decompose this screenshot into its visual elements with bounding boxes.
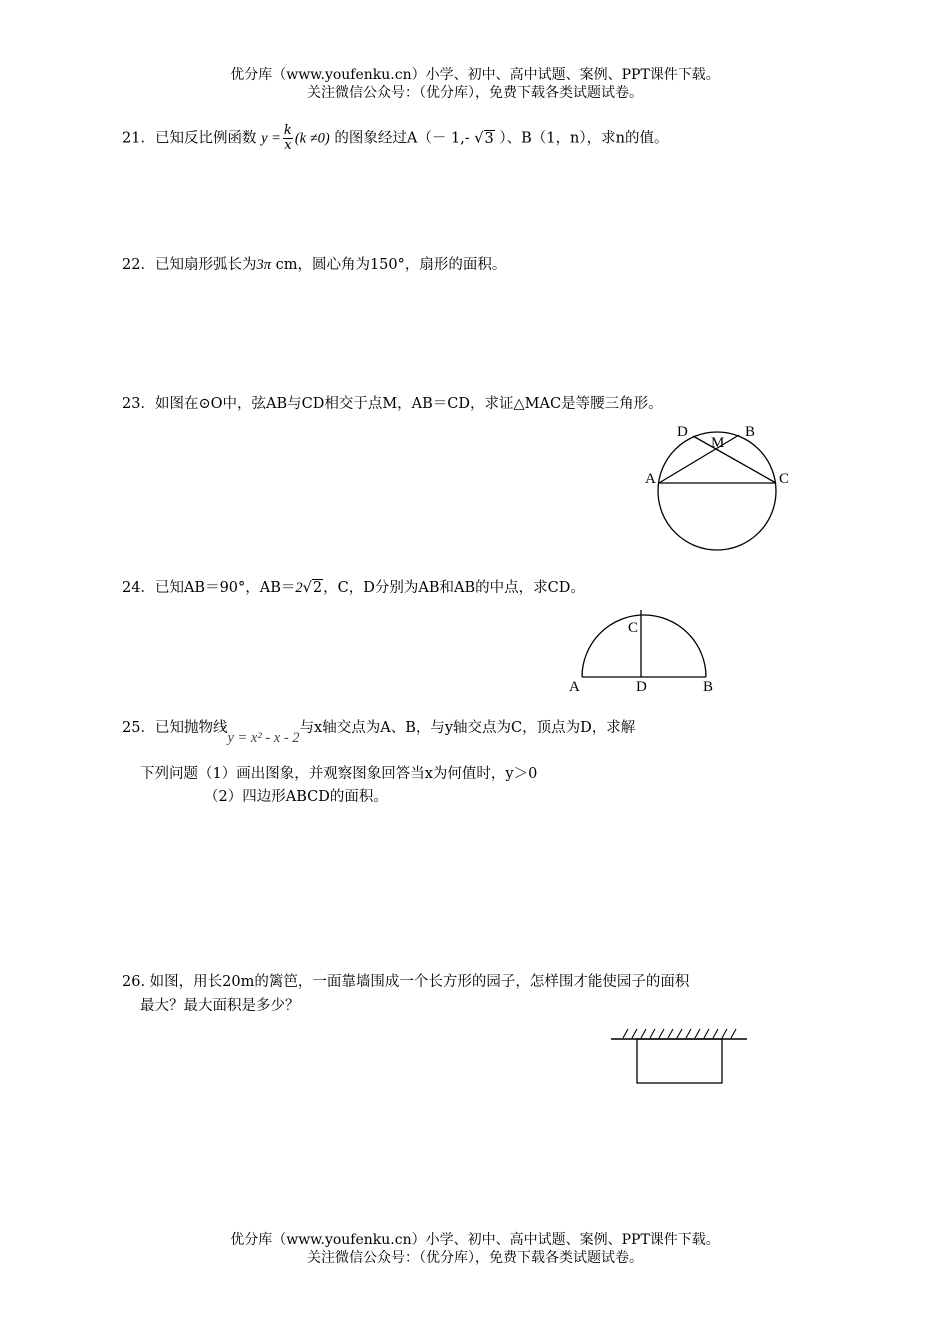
- question-25-line-3: （2）四边形ABCD的面积。: [204, 789, 388, 805]
- q24-coefficient: 2: [295, 580, 303, 596]
- question-23: 23．如图在⊙O中，弦AB与CD相交于点M，AB＝CD，求证△MAC是等腰三角形。: [122, 396, 663, 412]
- q23-chord-cd: [693, 436, 776, 483]
- q21-denominator: x: [284, 138, 292, 153]
- q25-formula: y = x² - x - 2: [227, 730, 300, 746]
- q24-suffix: ，C，D分别为AB和AB的中点，求CD。: [323, 580, 585, 596]
- q21-suffix: ）、B（1，n），求n的值。: [499, 130, 669, 147]
- footer-line-1: 优分库（www.youfenku.cn）小学、初中、高中试题、案例、PPT课件下载。: [230, 1232, 720, 1248]
- q26-wall-figure: [605, 1020, 755, 1090]
- question-25-line-1: [122, 718, 636, 746]
- q22-prefix: 22．已知扇形弧长为: [122, 257, 257, 273]
- q22-suffix: cm，圆心角为150°，扇形的面积。: [275, 257, 507, 273]
- q21-mid: 的图象经过A（－ 1,-: [334, 130, 470, 147]
- q26-garden-rectangle: [637, 1039, 722, 1083]
- q21-fraction: [283, 124, 293, 153]
- question-26-line-1: 26. 如图，用长20m的篱笆，一面靠墙围成一个长方形的园子，怎样围才能使园子的面积: [122, 974, 690, 990]
- question-21: 21．已知反比例函数 y = $\frac{k}{x}$ (k ≠0) 的图象经过A（－ 1,- √3 ）、B（1，n），求n的值。: [122, 123, 669, 153]
- q23-circle-figure: [640, 420, 800, 555]
- question-25-line-2: 下列问题（1）画出图象，并观察图象回答当x为何值时，y＞0: [140, 766, 538, 782]
- q23-label-d: D: [677, 424, 688, 440]
- q24-sqrt-arg: 2: [312, 580, 323, 596]
- q26-wall-hatching: [623, 1029, 736, 1038]
- q21-sqrt-arg: 3: [484, 130, 494, 147]
- question-24: 24．已知AB＝90°，AB＝2√2，C，D分别为AB和AB的中点，求CD。: [122, 580, 585, 596]
- q23-label-c: C: [779, 471, 790, 487]
- q21-condition: (k ≠0): [294, 130, 330, 147]
- footer-line-2: 关注微信公众号：（优分库），免费下载各类试题试卷。: [307, 1250, 643, 1266]
- q21-prefix: 21．已知反比例函数: [122, 130, 257, 147]
- q22-value: 3π: [256, 257, 271, 273]
- q23-label-b: B: [745, 424, 756, 440]
- question-26-line-2: 最大？最大面积是多少？: [140, 998, 300, 1014]
- q25-prefix: 25．已知抛物线: [122, 720, 228, 736]
- q25-suffix: 与x轴交点为A、B，与y轴交点为C，顶点为D，求解: [299, 720, 636, 736]
- q24-label-b: B: [703, 679, 714, 695]
- header-line-2: 关注微信公众号：（优分库），免费下载各类试题试卷。: [307, 85, 643, 101]
- q24-semicircle-figure: [560, 600, 730, 700]
- q21-y-equals: y =: [261, 130, 281, 147]
- q24-label-d: D: [636, 679, 647, 695]
- q24-label-c: C: [628, 620, 639, 636]
- question-22: [122, 255, 506, 275]
- q23-label-a: A: [645, 471, 656, 487]
- q23-label-m: M: [711, 435, 725, 451]
- q23-chord-ab: [659, 435, 739, 483]
- header-line-1: 优分库（www.youfenku.cn）小学、初中、高中试题、案例、PPT课件下载。: [230, 67, 720, 83]
- q24-prefix: 24．已知AB＝90°，AB＝: [122, 580, 296, 596]
- q24-arc: [582, 615, 706, 677]
- q21-numerator: k: [283, 123, 292, 138]
- q24-label-a: A: [569, 679, 580, 695]
